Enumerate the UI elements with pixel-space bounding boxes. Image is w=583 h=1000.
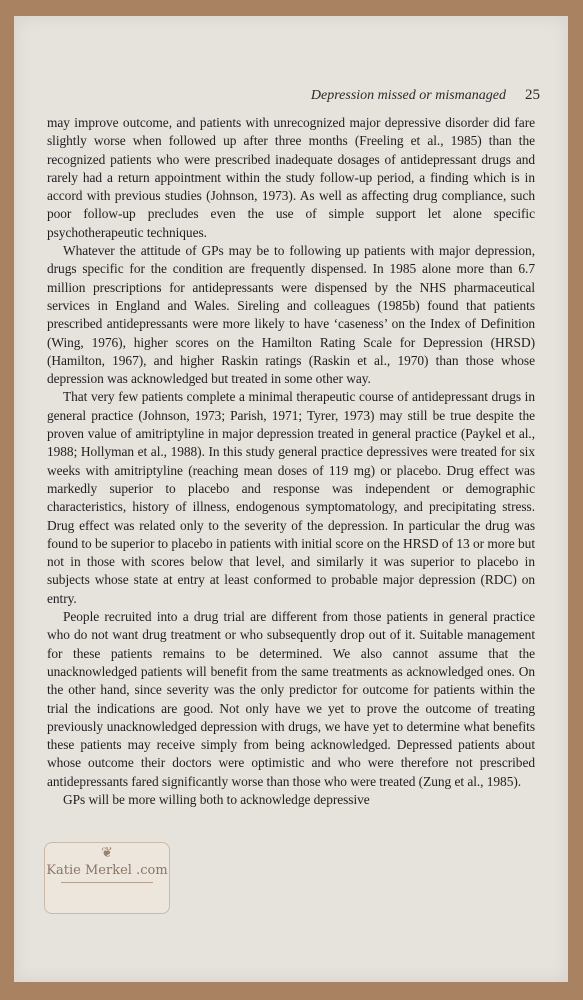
paragraph-1: may improve outcome, and patients with unrecognized major depressive disorder did fare slightly worse when followed up after three months (Freeling et al., 1985) than the recognized patients who were prescribed inadequate dosages of antidepressant drugs and rarely had a return appointment within the study follow-up period, a finding which is in accord with previous studies (Johnson, 1973). As well as affecting drug compliance, such poor follow-up precludes even the use of simple support let alone specific psychotherapeutic techniques. (47, 115, 535, 240)
page-number: 25 (525, 87, 540, 103)
paragraph-5: GPs will be more willing both to acknowledge depressive (63, 791, 370, 807)
paragraph-3: That very few patients complete a minimal therapeutic course of antidepressant drugs in general practice (Johnson, 1973; Parish, 1971; Tyrer, 1973) may still be true despite the proven value of amitriptyline in major depression treated in general practice (Paykel et al., 1988; Hollyman et al., 1988). In this study general practice depressives were treated for six weeks with amitriptyline (reaching mean doses of 119 mg) or placebo. Drug effect was markedly superior to placebo and response was independent or demographic characteristics, history of illness, endogenous symptomatology, and precipitating stress. Drug effect was related only to the severity of the depression. In particular the drug was found to be superior to placebo in patients with initial score on the HRSD of 13 or more but not in those with scores below that level, and similarly it was superior to placebo in subjects whose state at entry at least conformed to probable major depression (RDC) on entry. (47, 389, 535, 606)
book-page (14, 16, 568, 982)
paragraph-4: People recruited into a drug trial are different from those patients in general practice who do not want drug treatment or who subsequently drop out of it. Suitable management for these patients remains to be determined. We also cannot assume that the unacknowledged patients will benefit from the same treatments as acknowledged ones. On the other hand, since severity was the only predictor for outcome for patients within the trial the indications are good. Not only have we yet to prove the outcome of treating previously unacknowledged depression with drugs, we have yet to determine what benefits these patients may receive simply from being acknowledged. Depressed patients about whose outcome their doctors were optimistic and who were therefore not prescribed antidepressants fared significantly worse than those who were treated (Zung et al., 1985). (47, 609, 535, 789)
watermark-divider (61, 882, 153, 883)
watermark-name: Katie Merkel .com (46, 863, 168, 878)
body-text (47, 114, 535, 809)
seller-watermark (44, 842, 170, 914)
page-header (14, 86, 568, 110)
paragraph-2: Whatever the attitude of GPs may be to following up patients with major depression, drugs specific for the condition are frequently dispensed. In 1985 alone more than 6.7 million prescriptions for antidepressants were dispensed by the NHS pharmaceutical services in England and Wales. Sireling and colleagues (1985b) found that patients prescribed antidepressants were more likely to have ‘caseness’ on the Index of Definition (Wing, 1976), higher scores on the Hamilton Rating Scale for Depression (HRSD) (Hamilton, 1967), and higher Raskin ratings (Raskin et al., 1970) than those whose depression was acknowledged but treated in some other way. (47, 243, 535, 387)
crest-icon: ❦ (101, 846, 113, 861)
running-title: Depression missed or mismanaged (310, 88, 506, 103)
